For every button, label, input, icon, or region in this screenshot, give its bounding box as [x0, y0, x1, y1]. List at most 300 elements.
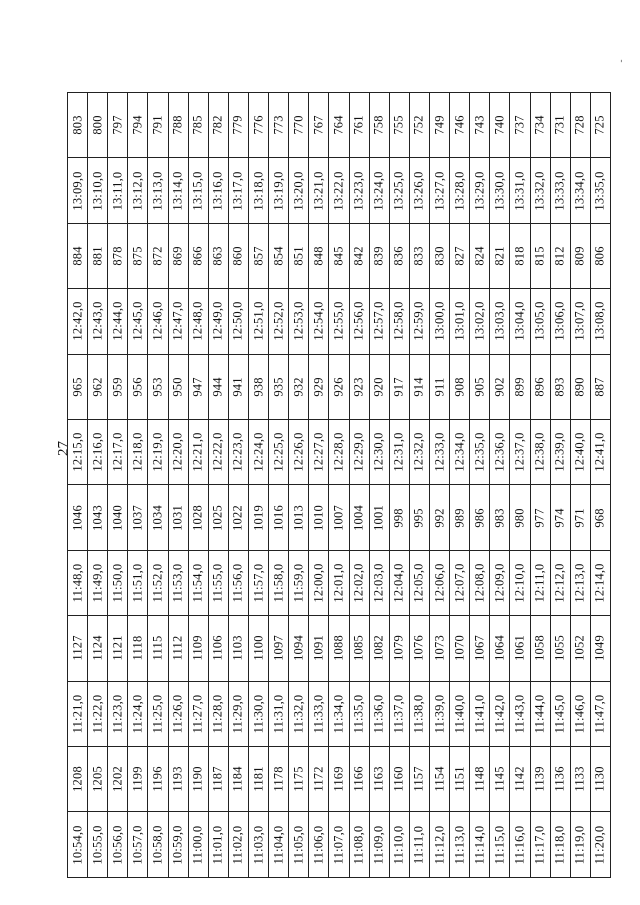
table-cell [470, 616, 490, 681]
table-cell [329, 158, 349, 223]
cell-text: 11:28,0 [210, 694, 225, 734]
cell-text: 806 [592, 246, 607, 266]
cell-text: 1076 [411, 635, 426, 662]
cell-text: 1181 [251, 766, 266, 792]
cell-text: 818 [512, 246, 527, 266]
table-cell [429, 420, 449, 485]
cell-text: 1178 [271, 766, 286, 792]
cell-text: 1148 [472, 766, 487, 792]
table-cell [409, 93, 429, 158]
cell-text: 1199 [130, 766, 145, 792]
table-cell [88, 354, 108, 419]
table-cell [309, 289, 329, 354]
cell-text: 935 [271, 377, 286, 397]
table-cell [470, 681, 490, 746]
table-cell [168, 485, 188, 550]
cell-text: 959 [110, 377, 125, 397]
table-cell [228, 354, 248, 419]
table-cell [68, 93, 88, 158]
cell-text: 800 [90, 115, 105, 135]
table-cell [68, 681, 88, 746]
cell-text: 11:46,0 [572, 694, 587, 734]
cell-text: 917 [391, 377, 406, 397]
cell-text: 11:56,0 [230, 563, 245, 603]
cell-text: 989 [452, 507, 467, 528]
table-cell [550, 223, 570, 288]
table-cell [228, 93, 248, 158]
table-cell [369, 93, 389, 158]
cell-text: 1127 [70, 635, 85, 662]
cell-text: 12:39,0 [552, 432, 567, 472]
cell-text: 896 [532, 377, 547, 397]
table-cell [550, 289, 570, 354]
cell-text: 1031 [170, 504, 185, 531]
table-cell [188, 681, 208, 746]
table-cell [228, 616, 248, 681]
cell-text: 1025 [210, 504, 225, 531]
table-cell [349, 420, 369, 485]
table-cell [168, 158, 188, 223]
cell-text: 977 [532, 507, 547, 528]
cell-text: 1196 [150, 766, 165, 792]
cell-text: 12:03,0 [371, 563, 386, 603]
cell-text: 12:34,0 [452, 432, 467, 472]
table-cell [510, 93, 530, 158]
table-cell [349, 616, 369, 681]
cell-text: 884 [70, 246, 85, 266]
table-cell [429, 681, 449, 746]
table-cell [108, 485, 128, 550]
cell-text: 12:14,0 [592, 563, 607, 603]
table-cell [429, 93, 449, 158]
cell-text: 992 [432, 507, 447, 528]
cell-text: 1115 [150, 636, 165, 661]
table-cell [108, 747, 128, 812]
table-cell [128, 747, 148, 812]
table-cell [570, 93, 590, 158]
table-cell [289, 223, 309, 288]
table-cell [510, 616, 530, 681]
table-cell [289, 747, 309, 812]
table-cell [108, 681, 128, 746]
table-cell [429, 485, 449, 550]
table-cell [248, 354, 268, 419]
table-cell [68, 289, 88, 354]
cell-text: 12:37,0 [512, 432, 527, 472]
cell-text: 1022 [230, 504, 245, 531]
cell-text: 13:17,0 [230, 170, 245, 211]
cell-text: 12:28,0 [331, 432, 346, 472]
cell-text: 902 [492, 377, 507, 397]
table-cell [289, 616, 309, 681]
cell-text: 13:28,0 [452, 170, 467, 211]
cell-text: 899 [512, 377, 527, 397]
cell-text: 11:06,0 [311, 825, 326, 865]
cell-text: 13:04,0 [512, 301, 527, 342]
cell-text: 12:27,0 [311, 432, 326, 472]
cell-text: 12:36,0 [492, 432, 507, 472]
table-cell [550, 158, 570, 223]
table-cell [409, 354, 429, 419]
table-cell [128, 354, 148, 419]
table-cell [530, 289, 550, 354]
cell-text: 11:01,0 [210, 825, 225, 865]
table-cell [450, 747, 470, 812]
cell-text: 1175 [291, 766, 306, 792]
table-cell [309, 354, 329, 419]
table-cell [148, 420, 168, 485]
table-cell [409, 223, 429, 288]
value-col-1 [68, 747, 611, 812]
cell-text: 815 [532, 246, 547, 266]
cell-text: 1091 [311, 635, 326, 662]
cell-text: 12:09,0 [492, 563, 507, 603]
table-cell [450, 812, 470, 878]
cell-text: 13:32,0 [532, 170, 547, 211]
cell-text: 11:00,0 [190, 825, 205, 865]
cell-text: 11:47,0 [592, 694, 607, 734]
cell-text: 13:27,0 [432, 170, 447, 211]
cell-text: 11:42,0 [492, 694, 507, 734]
table-cell [68, 747, 88, 812]
table-cell [349, 485, 369, 550]
table-cell [168, 223, 188, 288]
table-cell [88, 681, 108, 746]
cell-text: 11:58,0 [271, 563, 286, 603]
cell-text: 13:21,0 [311, 170, 326, 211]
table-cell [228, 747, 248, 812]
table-cell [550, 812, 570, 878]
cell-text: 893 [552, 377, 567, 397]
table-cell [188, 616, 208, 681]
table-cell [188, 485, 208, 550]
cell-text: 13:08,0 [592, 301, 607, 342]
cell-text: 941 [230, 377, 245, 397]
cell-text: 12:11,0 [532, 563, 547, 603]
cell-text: 956 [130, 377, 145, 397]
table-cell [309, 223, 329, 288]
table-cell [248, 550, 268, 615]
table-cell [590, 616, 610, 681]
table-cell [329, 812, 349, 878]
cell-text: 13:11,0 [110, 171, 125, 211]
cell-text: 12:57,0 [371, 301, 386, 342]
table-cell [550, 747, 570, 812]
table-cell [590, 485, 610, 550]
table-cell [470, 158, 490, 223]
table-cell [188, 158, 208, 223]
table-cell [88, 812, 108, 878]
cell-text: 12:02,0 [351, 563, 366, 603]
table-cell [168, 681, 188, 746]
table-cell [248, 420, 268, 485]
table-cell [389, 616, 409, 681]
cell-text: 740 [492, 115, 507, 135]
cell-text: 944 [210, 377, 225, 397]
table-cell [128, 93, 148, 158]
cell-text: 830 [432, 246, 447, 266]
table-cell [389, 223, 409, 288]
cell-text: 12:59,0 [411, 301, 426, 342]
table-cell [309, 93, 329, 158]
cell-text: 11:05,0 [291, 825, 306, 865]
cell-text: 13:31,0 [512, 170, 527, 211]
cell-text: 13:02,0 [472, 301, 487, 342]
table-cell [269, 616, 289, 681]
table-cell [590, 223, 610, 288]
cell-text: 10:54,0 [70, 825, 85, 865]
table-cell [148, 223, 168, 288]
table-cell [429, 354, 449, 419]
table-cell [510, 223, 530, 288]
cell-text: 728 [572, 115, 587, 135]
time-col-3 [68, 550, 611, 615]
table-cell [108, 93, 128, 158]
cell-text: 875 [130, 246, 145, 266]
cell-text: 11:37,0 [391, 694, 406, 734]
cell-text: 1028 [190, 504, 205, 531]
cell-text: 10:59,0 [170, 825, 185, 865]
table-cell [148, 747, 168, 812]
table-cell [88, 93, 108, 158]
margin-mark: - [615, 59, 626, 63]
table-cell [208, 420, 228, 485]
table-cell [289, 681, 309, 746]
cell-text: 12:24,0 [251, 432, 266, 472]
cell-text: 1001 [371, 504, 386, 531]
table-cell [148, 681, 168, 746]
table-cell [550, 485, 570, 550]
cell-text: 1124 [90, 635, 105, 662]
cell-text: 785 [190, 115, 205, 135]
cell-text: 10:58,0 [150, 825, 165, 865]
cell-text: 11:27,0 [190, 694, 205, 734]
table-cell [409, 289, 429, 354]
table-cell [128, 158, 148, 223]
cell-text: 13:13,0 [150, 170, 165, 211]
cell-text: 950 [170, 377, 185, 397]
cell-text: 12:17,0 [110, 432, 125, 472]
table-cell [148, 550, 168, 615]
table-cell [329, 420, 349, 485]
table-cell [88, 289, 108, 354]
cell-text: 12:05,0 [411, 563, 426, 603]
cell-text: 12:45,0 [130, 301, 145, 342]
value-col-3 [68, 485, 611, 550]
cell-text: 12:30,0 [371, 432, 386, 472]
cell-text: 1142 [512, 766, 527, 792]
table-cell [369, 158, 389, 223]
cell-text: 767 [311, 115, 326, 135]
table-cell [429, 616, 449, 681]
cell-text: 809 [572, 246, 587, 266]
cell-text: 11:18,0 [552, 825, 567, 865]
cell-text: 821 [492, 246, 507, 266]
cell-text: 11:15,0 [492, 825, 507, 865]
cell-text: 1034 [150, 504, 165, 531]
table-cell [88, 616, 108, 681]
table-cell [269, 223, 289, 288]
table-cell [309, 616, 329, 681]
table-cell [329, 354, 349, 419]
table-cell [188, 93, 208, 158]
cell-text: 12:54,0 [311, 301, 326, 342]
cell-text: 965 [70, 377, 85, 397]
cell-text: 13:14,0 [170, 170, 185, 211]
cell-text: 1166 [351, 766, 366, 792]
table-cell [349, 223, 369, 288]
table-cell [269, 485, 289, 550]
table-cell [289, 354, 309, 419]
table-cell [248, 223, 268, 288]
table-cell [389, 158, 409, 223]
cell-text: 13:01,0 [452, 301, 467, 342]
table-cell [329, 681, 349, 746]
table-cell [550, 420, 570, 485]
cell-text: 11:20,0 [592, 825, 607, 865]
cell-text: 857 [251, 246, 266, 266]
table-cell [68, 485, 88, 550]
cell-text: 11:09,0 [371, 825, 386, 865]
cell-text: 1085 [351, 635, 366, 662]
cell-text: 11:11,0 [411, 825, 426, 864]
cell-text: 827 [452, 246, 467, 266]
cell-text: 12:12,0 [552, 563, 567, 603]
cell-text: 12:50,0 [230, 301, 245, 342]
cell-text: 995 [411, 507, 426, 528]
table-cell [369, 681, 389, 746]
cell-text: 11:10,0 [391, 825, 406, 865]
cell-text: 1061 [512, 635, 527, 662]
cell-text: 755 [391, 115, 406, 135]
cell-text: 11:03,0 [251, 825, 266, 865]
table-cell [148, 354, 168, 419]
table-cell [409, 550, 429, 615]
table-cell [470, 550, 490, 615]
cell-text: 986 [472, 507, 487, 528]
table-cell [470, 747, 490, 812]
table-cell [228, 289, 248, 354]
cell-text: 968 [592, 507, 607, 528]
table-cell [550, 550, 570, 615]
cell-text: 1100 [251, 635, 266, 662]
cell-text: 887 [592, 377, 607, 397]
table-cell [470, 812, 490, 878]
table-cell [289, 158, 309, 223]
cell-text: 1073 [432, 635, 447, 662]
table-cell [68, 354, 88, 419]
table-cell [349, 289, 369, 354]
cell-text: 1106 [210, 635, 225, 662]
cell-text: 878 [110, 246, 125, 266]
cell-text: 11:22,0 [90, 694, 105, 734]
cell-text: 743 [472, 115, 487, 135]
table-cell [168, 93, 188, 158]
table-cell [349, 681, 369, 746]
table-cell [450, 93, 470, 158]
table-cell [369, 550, 389, 615]
table-cell [108, 289, 128, 354]
cell-text: 881 [90, 246, 105, 266]
cell-text: 1157 [411, 766, 426, 792]
cell-text: 761 [351, 115, 366, 135]
cell-text: 1058 [532, 635, 547, 662]
table-cell [208, 223, 228, 288]
table-cell [128, 812, 148, 878]
cell-text: 836 [391, 246, 406, 266]
cell-text: 13:06,0 [552, 301, 567, 342]
table-cell [168, 289, 188, 354]
table-cell [530, 812, 550, 878]
table-cell [108, 550, 128, 615]
cell-text: 734 [532, 115, 547, 135]
cell-text: 1163 [371, 766, 386, 792]
table-cell [108, 616, 128, 681]
table-cell [128, 420, 148, 485]
cell-text: 12:13,0 [572, 563, 587, 603]
table-cell [450, 289, 470, 354]
table-cell [470, 93, 490, 158]
table-cell [570, 420, 590, 485]
cell-text: 12:58,0 [391, 301, 406, 342]
cell-text: 12:04,0 [391, 563, 406, 603]
table-cell [108, 354, 128, 419]
table-cell [188, 289, 208, 354]
table-cell [269, 289, 289, 354]
table-cell [289, 289, 309, 354]
table-cell [510, 485, 530, 550]
cell-text: 947 [190, 377, 205, 397]
table-cell [429, 812, 449, 878]
table-cell [470, 223, 490, 288]
table-cell [550, 616, 570, 681]
cell-text: 1121 [110, 635, 125, 662]
table-cell [309, 747, 329, 812]
table-cell [329, 223, 349, 288]
cell-text: 1205 [90, 766, 105, 793]
table-cell [409, 485, 429, 550]
cell-text: 890 [572, 377, 587, 397]
cell-text: 13:10,0 [90, 170, 105, 211]
cell-text: 12:47,0 [170, 301, 185, 342]
table-cell [269, 354, 289, 419]
table-cell [108, 158, 128, 223]
table-cell [369, 289, 389, 354]
cell-text: 13:05,0 [532, 301, 547, 342]
table-cell [389, 93, 409, 158]
cell-text: 1193 [170, 766, 185, 792]
cell-text: 12:51,0 [251, 301, 266, 342]
table-cell [490, 485, 510, 550]
cell-text: 11:07,0 [331, 825, 346, 865]
cell-text: 1040 [110, 504, 125, 531]
table-cell [329, 485, 349, 550]
cell-text: 914 [411, 377, 426, 397]
cell-text: 13:26,0 [411, 170, 426, 211]
table-cell [450, 550, 470, 615]
cell-text: 908 [452, 377, 467, 397]
value-col-5 [68, 223, 611, 288]
cell-text: 1043 [90, 504, 105, 531]
cell-text: 905 [472, 377, 487, 397]
table-cell [108, 223, 128, 288]
cell-text: 11:55,0 [210, 563, 225, 603]
table-cell [128, 681, 148, 746]
table-cell [289, 485, 309, 550]
cell-text: 11:02,0 [230, 825, 245, 865]
table-cell [510, 354, 530, 419]
cell-text: 12:46,0 [150, 301, 165, 342]
